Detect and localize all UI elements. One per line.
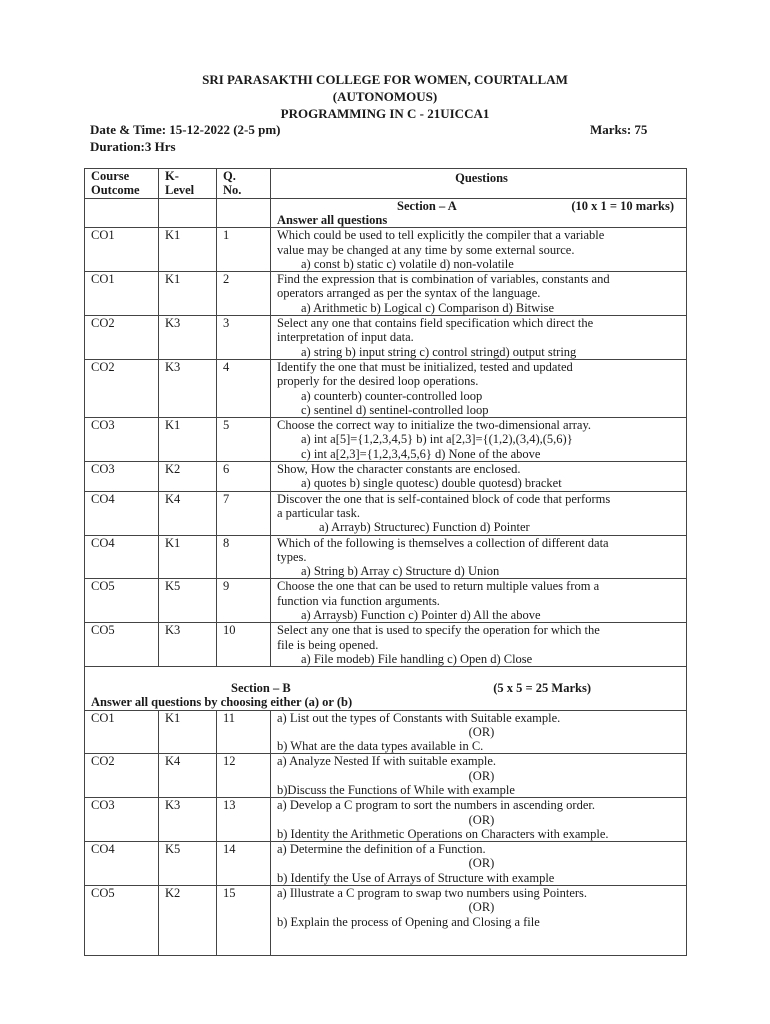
empty-cell — [159, 199, 217, 228]
question-text-cell — [271, 842, 687, 886]
option-a-text: a) Illustrate a C program to swap two numbers using Pointers. — [277, 886, 588, 901]
empty-cell — [217, 199, 271, 228]
course-outcome: CO2 — [85, 359, 159, 417]
question-options: a) File modeb) File handling c) Open d) Close — [301, 651, 533, 666]
course-outcome: CO5 — [85, 623, 159, 667]
question-row — [85, 462, 687, 492]
section-b-heading-row — [85, 667, 687, 710]
course-outcome: CO3 — [85, 462, 159, 492]
course-outcome: CO3 — [85, 798, 159, 842]
question-row — [85, 842, 687, 886]
questions-header: Questions — [271, 169, 687, 199]
question-line: Select any one that contains field specification which direct the — [277, 316, 594, 331]
question-row — [85, 418, 687, 462]
course-outcome: CO2 — [85, 316, 159, 360]
question-options: a) int a[5]={1,2,3,4,5} b) int a[2,3]={(1,2),(3,4),(5,6)} — [301, 432, 573, 447]
q-no-header — [217, 169, 271, 199]
question-row — [85, 535, 687, 579]
question-number: 1 — [217, 228, 271, 272]
q-header-line: Q. — [223, 169, 236, 183]
question-number: 4 — [217, 359, 271, 417]
course-title: PROGRAMMING IN C - 21UICCA1 — [280, 106, 490, 121]
option-b-text: b) Identify the Use of Arrays of Structure with example — [277, 870, 555, 885]
question-number: 15 — [217, 886, 271, 956]
k-level: K4 — [159, 491, 217, 535]
question-number: 8 — [217, 535, 271, 579]
question-number: 5 — [217, 418, 271, 462]
section-b-heading — [85, 667, 687, 710]
question-number: 11 — [217, 710, 271, 754]
level-header-line: Level — [165, 183, 195, 198]
course-outcome-header — [85, 169, 159, 199]
section-a-heading — [271, 199, 687, 228]
question-line: Which of the following is themselves a collection of different data — [277, 535, 609, 550]
question-line: operators arranged as per the syntax of the language. — [277, 286, 541, 301]
autonomous-status: (AUTONOMOUS) — [332, 89, 438, 104]
question-number: 13 — [217, 798, 271, 842]
question-number: 6 — [217, 462, 271, 492]
no-header-line: No. — [223, 183, 242, 198]
total-marks: Marks: 75 — [590, 122, 648, 137]
course-outcome: CO1 — [85, 228, 159, 272]
course-outcome: CO1 — [85, 272, 159, 316]
question-line: interpretation of input data. — [277, 330, 414, 345]
question-options: c) sentinel d) sentinel-controlled loop — [301, 402, 489, 417]
question-options: a) quotes b) single quotesc) double quotesd) bracket — [301, 476, 562, 491]
question-text-cell — [271, 359, 687, 417]
k-level: K3 — [159, 798, 217, 842]
option-a-text: a) Analyze Nested If with suitable example. — [277, 754, 497, 769]
question-options: c) int a[2,3]={1,2,3,4,5,6} d) None of the above — [301, 446, 541, 461]
k-level: K1 — [159, 418, 217, 462]
question-options: a) string b) input string c) control stringd) output string — [301, 344, 577, 359]
question-line: Choose the one that can be used to return multiple values from a — [277, 579, 600, 594]
question-text-cell — [271, 623, 687, 667]
course-outcome: CO1 — [85, 710, 159, 754]
question-line: Which could be used to tell explicitly the compiler that a variable — [277, 228, 605, 243]
question-row — [85, 710, 687, 754]
question-row — [85, 579, 687, 623]
question-line: function via function arguments. — [277, 593, 440, 608]
question-row — [85, 491, 687, 535]
college-name: SRI PARASAKTHI COLLEGE FOR WOMEN, COURTALLAM — [202, 72, 568, 87]
k-level: K5 — [159, 842, 217, 886]
question-row — [85, 316, 687, 360]
k-header-line: K- — [165, 169, 179, 183]
k-level: K1 — [159, 710, 217, 754]
k-level: K1 — [159, 272, 217, 316]
section-a-instruction: Answer all questions — [277, 213, 388, 227]
section-b-instruction: Answer all questions by choosing either (a) or (b) — [91, 695, 353, 710]
option-b-text: b) Explain the process of Opening and Closing a file — [277, 914, 540, 929]
question-row — [85, 359, 687, 417]
section-b-title: Section – B — [231, 681, 291, 696]
k-level: K1 — [159, 228, 217, 272]
k-level: K3 — [159, 623, 217, 667]
course-header-line: Course — [91, 169, 130, 183]
outcome-header-line: Outcome — [91, 183, 140, 198]
table-header-row — [85, 169, 687, 199]
question-row — [85, 886, 687, 956]
question-number: 2 — [217, 272, 271, 316]
question-options: a) Arithmetic b) Logical c) Comparison d) Bitwise — [301, 300, 555, 315]
option-a-text: a) List out the types of Constants with Suitable example. — [277, 710, 561, 725]
question-options: a) const b) static c) volatile d) non-volatile — [301, 256, 514, 271]
k-level: K3 — [159, 316, 217, 360]
option-a-text: a) Develop a C program to sort the numbers in ascending order. — [277, 798, 595, 813]
question-text-cell — [271, 316, 687, 360]
question-text-cell — [271, 754, 687, 798]
question-text-cell — [271, 798, 687, 842]
section-a-title-row — [277, 199, 686, 213]
or-label: (OR) — [468, 856, 495, 871]
question-row — [85, 228, 687, 272]
option-b-text: b) What are the data types available in C. — [277, 739, 484, 754]
question-row — [85, 623, 687, 667]
option-b-text: b)Discuss the Functions of While with example — [277, 782, 515, 797]
question-number: 12 — [217, 754, 271, 798]
k-level: K4 — [159, 754, 217, 798]
question-text-cell — [271, 272, 687, 316]
question-text-cell — [271, 462, 687, 492]
question-line: a particular task. — [277, 505, 360, 520]
course-outcome: CO3 — [85, 418, 159, 462]
k-level-header — [159, 169, 217, 199]
question-number: 9 — [217, 579, 271, 623]
question-row — [85, 272, 687, 316]
question-number: 7 — [217, 491, 271, 535]
question-options: a) String b) Array c) Structure d) Union — [301, 564, 500, 579]
question-number: 3 — [217, 316, 271, 360]
question-text-cell — [271, 535, 687, 579]
section-a-heading-row — [85, 199, 687, 228]
k-level: K1 — [159, 535, 217, 579]
question-line: file is being opened. — [277, 637, 379, 652]
k-level: K2 — [159, 886, 217, 956]
question-line: Identify the one that must be initialized, tested and updated — [277, 359, 573, 374]
question-options: a) Arraysb) Function c) Pointer d) All the above — [301, 608, 541, 623]
course-outcome: CO4 — [85, 535, 159, 579]
k-level: K2 — [159, 462, 217, 492]
course-outcome: CO5 — [85, 886, 159, 956]
question-options: a) Arrayb) Structurec) Function d) Pointer — [319, 520, 530, 535]
question-line: properly for the desired loop operations. — [277, 374, 479, 389]
or-label: (OR) — [468, 724, 495, 739]
section-a-title: Section – A — [397, 199, 457, 213]
question-text-cell — [271, 418, 687, 462]
question-line: Show, How the character constants are enclosed. — [277, 462, 521, 477]
question-text-cell — [271, 228, 687, 272]
course-outcome: CO4 — [85, 491, 159, 535]
or-label: (OR) — [468, 812, 495, 827]
question-row — [85, 798, 687, 842]
option-b-text: b) Identity the Arithmetic Operations on Characters with example. — [277, 826, 609, 841]
question-line: Find the expression that is combination of variables, constants and — [277, 272, 610, 287]
question-row — [85, 754, 687, 798]
question-text-cell — [271, 579, 687, 623]
or-label: (OR) — [468, 768, 495, 783]
date-time: Date & Time: 15-12-2022 (2-5 pm) — [90, 122, 281, 137]
empty-cell — [85, 199, 159, 228]
question-line: types. — [277, 549, 307, 564]
question-options: a) counterb) counter-controlled loop — [301, 388, 483, 403]
section-b-marks: (5 x 5 = 25 Marks) — [493, 681, 591, 696]
k-level: K3 — [159, 359, 217, 417]
question-text-cell — [271, 886, 687, 956]
question-text-cell — [271, 710, 687, 754]
question-line: Choose the correct way to initialize the two-dimensional array. — [277, 418, 592, 433]
duration: Duration:3 Hrs — [90, 139, 176, 154]
or-label: (OR) — [468, 900, 495, 915]
course-outcome: CO2 — [85, 754, 159, 798]
question-line: value may be changed at any time by some external source. — [277, 242, 575, 257]
question-line: Select any one that is used to specify the operation for which the — [277, 623, 600, 638]
course-outcome: CO4 — [85, 842, 159, 886]
k-level: K5 — [159, 579, 217, 623]
question-paper-table — [84, 168, 687, 956]
course-outcome: CO5 — [85, 579, 159, 623]
question-line: Discover the one that is self-contained block of code that performs — [277, 491, 611, 506]
question-number: 10 — [217, 623, 271, 667]
question-text-cell — [271, 491, 687, 535]
section-b-title-row — [91, 681, 686, 695]
question-number: 14 — [217, 842, 271, 886]
option-a-text: a) Determine the definition of a Function. — [277, 842, 486, 857]
section-a-marks: (10 x 1 = 10 marks) — [571, 199, 674, 213]
